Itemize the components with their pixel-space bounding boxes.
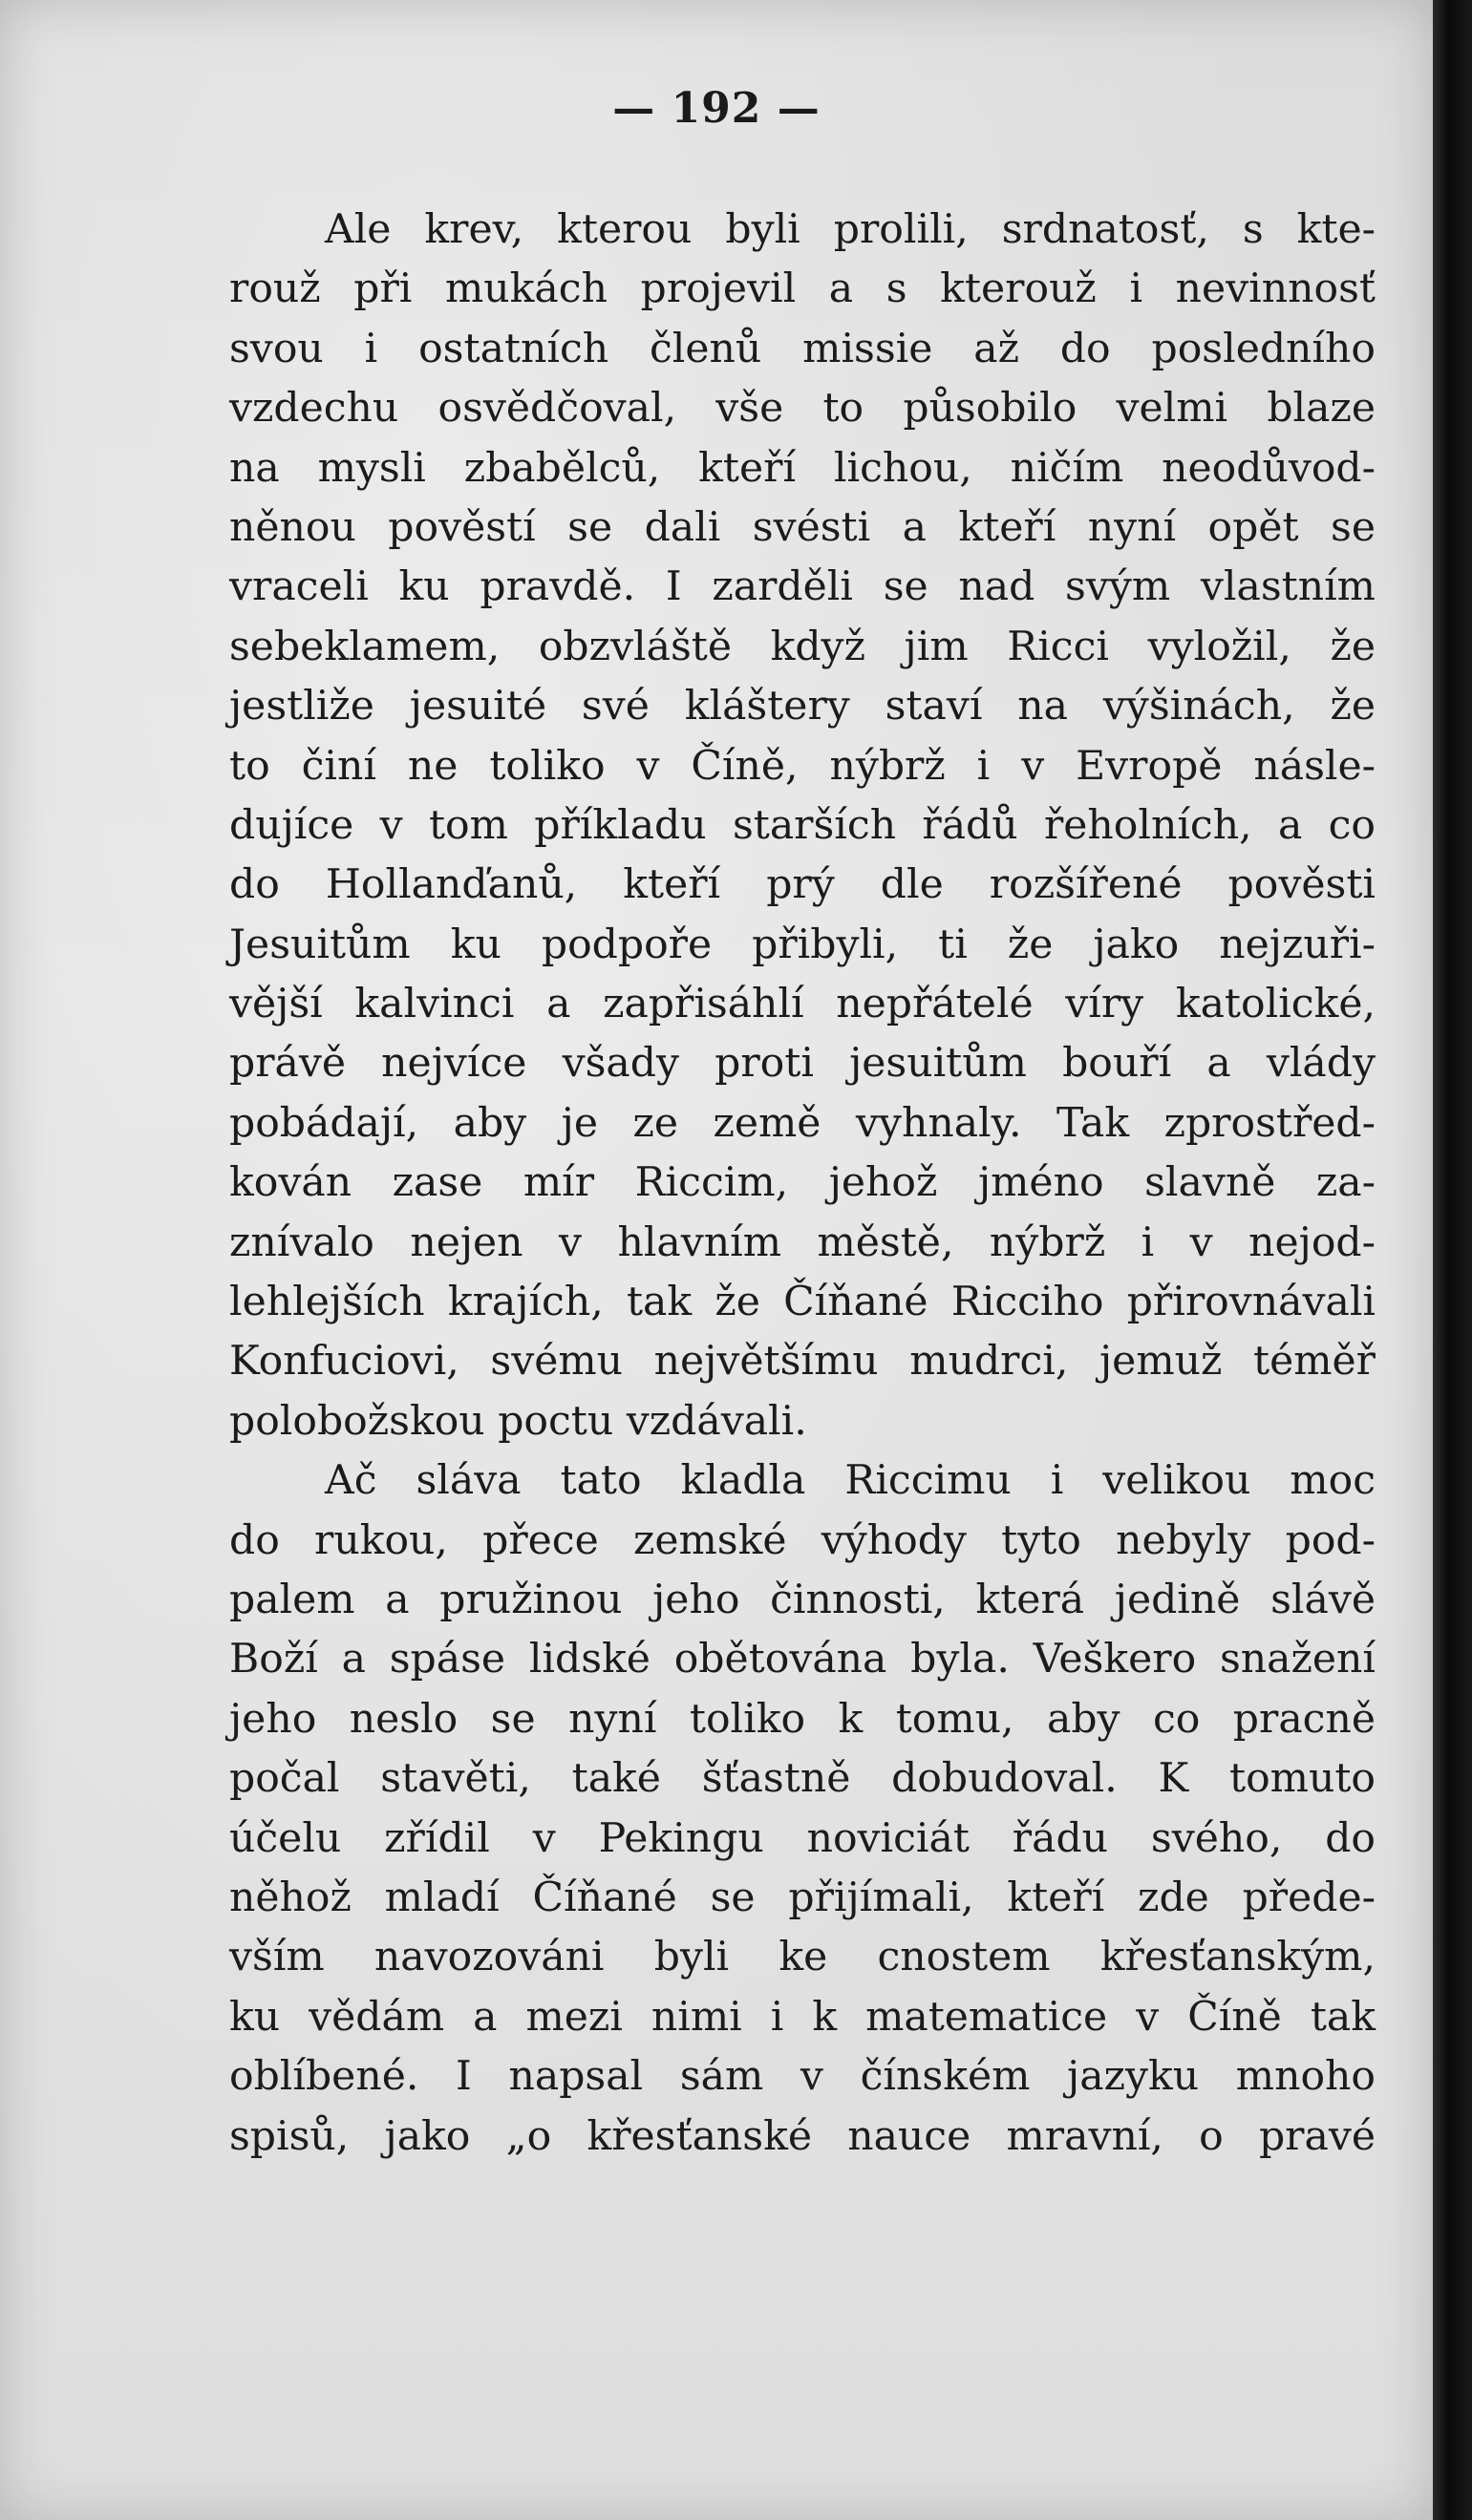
text-line: právě nejvíce všady proti jesuitům bouří a vlády [229, 1040, 1376, 1088]
text-line: Ale krev, kterou byli prolili, srdnatosť, s kte- [325, 206, 1376, 253]
text-line: Jesuitům ku podpoře přibyli, ti že jako nejzuři- [229, 921, 1376, 968]
text-line: spisů, jako „o křesťanské nauce mravní, o pravé [229, 2112, 1376, 2160]
text-line: to činí ne toliko v Číně, nýbrž i v Evropě násle- [229, 742, 1376, 790]
text-line: lehlejších krajích, tak že Číňané Ricciho přirovnávali [229, 1279, 1376, 1326]
text-line: pobádají, aby je ze země vyhnaly. Tak zprostřed- [229, 1099, 1376, 1147]
text-line: palem a pružinou jeho činnosti, která jedině slávě [229, 1576, 1376, 1623]
text-line: znívalo nejen v hlavním městě, nýbrž i v nejod- [229, 1218, 1376, 1266]
text-line: do rukou, přece zemské výhody tyto nebyly pod- [229, 1516, 1376, 1564]
text-line: vější kalvinci a zapřisáhlí nepřátelé víry katolické, [229, 981, 1376, 1028]
text-line: do Hollanďanů, kteří prý dle rozšířené pověsti [229, 861, 1376, 909]
text-line: Ač sláva tato kladla Riccimu i velikou moc [325, 1457, 1376, 1505]
text-line: ku vědám a mezi nimi i k matematice v Číně tak [229, 1993, 1376, 2041]
text-line: sebeklamem, obzvláště když jim Ricci vyložil, že [229, 623, 1376, 670]
text-line: Boží a spáse lidské obětována byla. Veškero snažení [229, 1636, 1376, 1684]
text-line: Konfuciovi, svému největšímu mudrci, jemuž téměř [229, 1338, 1376, 1386]
text-line: oblíbené. I napsal sám v čínském jazyku mnoho [229, 2053, 1376, 2101]
body-text [229, 201, 1376, 2167]
text-line: na mysli zbabělců, kteří lichou, ničím neodůvod- [229, 444, 1376, 492]
text-line: rouž při mukách projevil a s kterouž i nevinnosť [229, 265, 1376, 313]
text-line: vraceli ku pravdě. I zarděli se nad svým vlastním [229, 563, 1376, 611]
text-line: počal stavěti, také šťastně dobudoval. K tomuto [229, 1755, 1376, 1803]
text-line: vzdechu osvědčoval, vše to působilo velmi blaze [229, 385, 1376, 433]
text-line: polobožskou poctu vzdávali. [229, 1397, 807, 1445]
text-line: něhož mladí Číňané se přijímali, kteří zde přede- [229, 1874, 1376, 1921]
text-line: kován zase mír Riccim, jehož jméno slavně za- [229, 1159, 1376, 1207]
text-line: dujíce v tom příkladu starších řádů řeholních, a co [229, 801, 1376, 849]
text-line: jeho neslo se nyní toliko k tomu, aby co pracně [229, 1695, 1376, 1743]
text-line: účelu zřídil v Pekingu noviciát řádu svého, do [229, 1814, 1376, 1862]
text-line: jestliže jesuité své kláštery staví na výšinách, že [229, 683, 1376, 731]
text-line: něnou pověstí se dali svésti a kteří nyní opět se [229, 503, 1376, 551]
page-number: — 192 — [612, 84, 821, 133]
text-line: svou i ostatních členů missie až do posledního [229, 325, 1376, 372]
text-line: vším navozováni byli ke cnostem křesťanským, [229, 1934, 1376, 1981]
page-edge-shadow [1433, 0, 1472, 2520]
